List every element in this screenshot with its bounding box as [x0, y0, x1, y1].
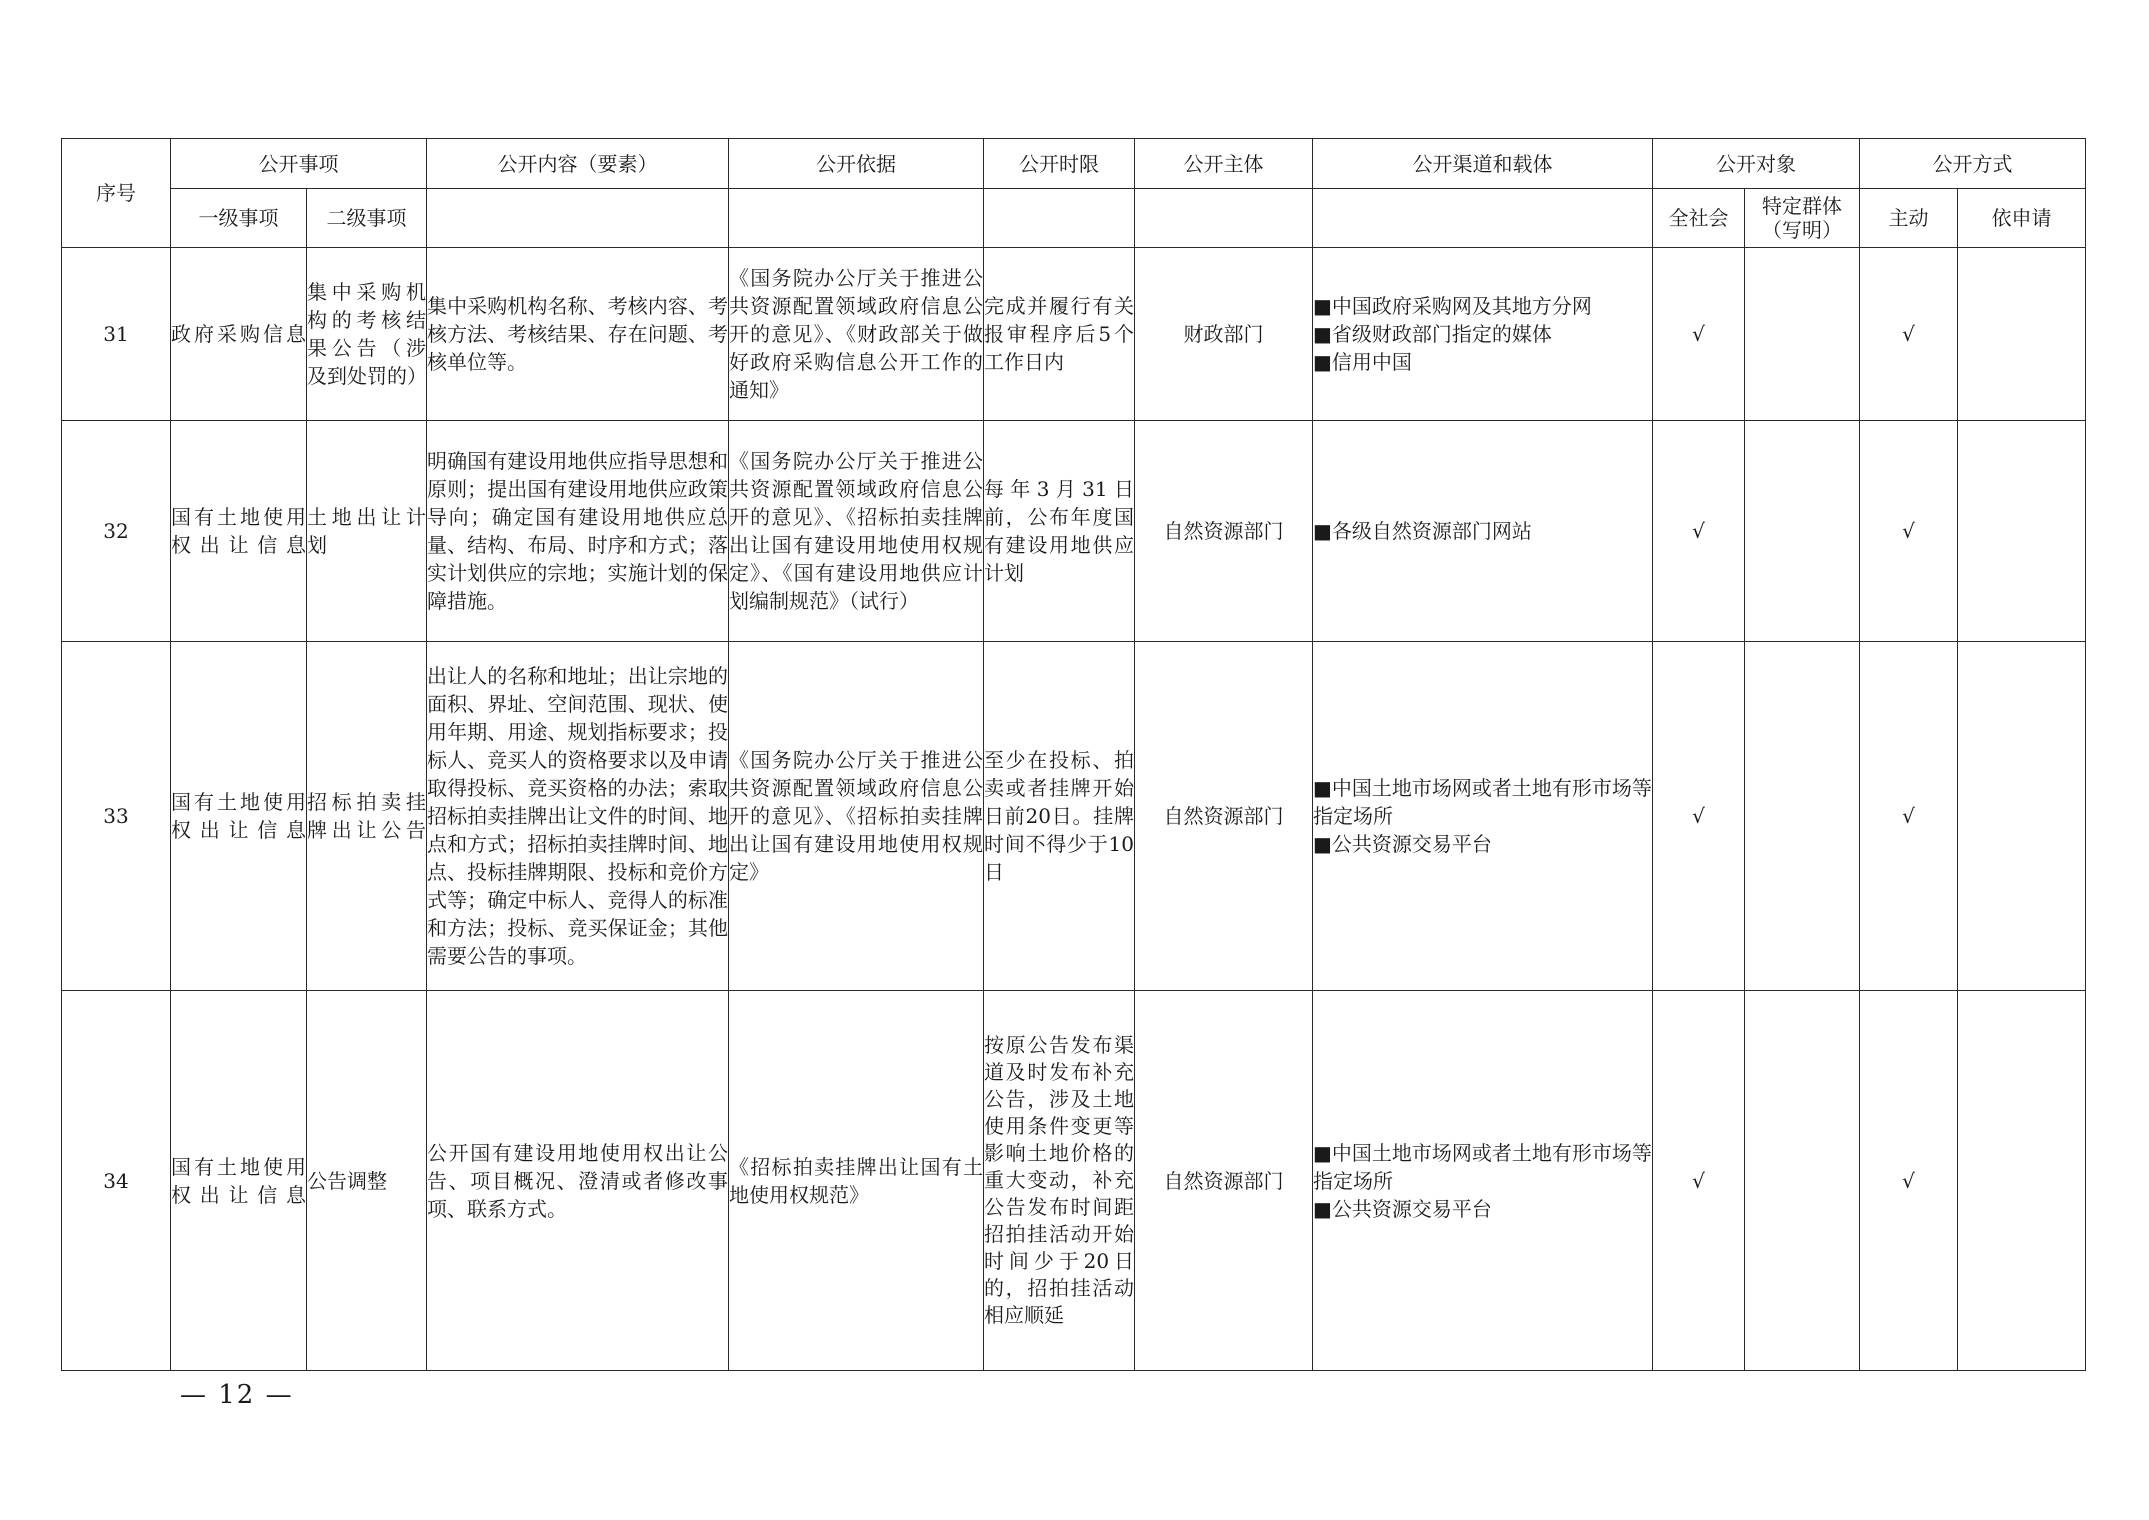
row-basis: 《国务院办公厅关于推进公共资源配置领域政府信息公开的意见》、《财政部关于做好政府采购信息公开工作的通知》 — [729, 248, 984, 421]
row-content: 明确国有建设用地供应指导思想和原则；提出国有建设用地供应政策导向；确定国有建设用地供应总量、结构、布局、时序和方式；落实计划供应的宗地；实施计划的保障措施。 — [427, 421, 729, 642]
header-deadline: 公开时限 — [984, 139, 1135, 189]
row-method-request — [1958, 991, 2086, 1371]
row-method-request — [1958, 642, 2086, 991]
row-basis: 《国务院办公厅关于推进公共资源配置领域政府信息公开的意见》、《招标拍卖挂牌出让国有建设用地使用权规定》、《国有建设用地供应计划编制规范》（试行） — [729, 421, 984, 642]
row-target-all: √ — [1653, 642, 1745, 991]
table-row — [62, 421, 2086, 642]
row-index: 33 — [62, 642, 171, 991]
channel-item: ■各级自然资源部门网站 — [1313, 519, 1532, 543]
row-content: 出让人的名称和地址；出让宗地的面积、界址、空间范围、现状、使用年期、用途、规划指标要求；投标人、竞买人的资格要求以及申请取得投标、竞买资格的办法；索取招标拍卖挂牌出让文件的时间、地点和方式；招标拍卖挂牌时间、地点、投标挂牌期限、投标和竞价方式等；确定中标人、竞得人的标准和方法；投标、竞买保证金；其他需要公告的事项。 — [427, 642, 729, 991]
channel-item: ■信用中国 — [1313, 350, 1412, 374]
row-subject: 财政部门 — [1135, 248, 1313, 421]
table-row — [62, 642, 2086, 991]
header-content: 公开内容（要素） — [427, 139, 729, 189]
channel-item: ■省级财政部门指定的媒体 — [1313, 322, 1552, 346]
row-method-request — [1958, 248, 2086, 421]
header-row-2 — [62, 189, 2086, 248]
header-row-1 — [62, 139, 2086, 189]
row-level1: 国有土地使用权出让信息 — [171, 421, 307, 642]
header-subject-blank — [1135, 189, 1313, 248]
disclosure-table — [61, 138, 2086, 1371]
row-deadline: 每年3月31日前，公布年度国有建设用地供应计划 — [984, 421, 1135, 642]
row-subject: 自然资源部门 — [1135, 421, 1313, 642]
row-target-specific — [1745, 991, 1860, 1371]
header-index: 序号 — [62, 139, 171, 248]
row-basis: 《国务院办公厅关于推进公共资源配置领域政府信息公开的意见》、《招标拍卖挂牌出让国有建设用地使用权规定》 — [729, 642, 984, 991]
row-channels — [1313, 421, 1653, 642]
row-deadline: 完成并履行有关报审程序后5个工作日内 — [984, 248, 1135, 421]
row-channels — [1313, 991, 1653, 1371]
row-content: 公开国有建设用地使用权出让公告、项目概况、澄清或者修改事项、联系方式。 — [427, 991, 729, 1371]
header-target: 公开对象 — [1653, 139, 1860, 189]
row-level2: 土地出让计划 — [307, 421, 427, 642]
row-subject: 自然资源部门 — [1135, 991, 1313, 1371]
row-level2: 公告调整 — [307, 991, 427, 1371]
channel-item: ■公共资源交易平台 — [1313, 832, 1492, 856]
row-method-active: √ — [1860, 642, 1958, 991]
row-subject: 自然资源部门 — [1135, 642, 1313, 991]
row-basis: 《招标拍卖挂牌出让国有土地使用权规范》 — [729, 991, 984, 1371]
header-channel: 公开渠道和载体 — [1313, 139, 1653, 189]
header-target-specific: 特定群体（写明） — [1745, 189, 1860, 248]
page-number: — 12 — — [180, 1380, 294, 1410]
channel-item: ■中国土地市场网或者土地有形市场等指定场所 — [1313, 776, 1652, 828]
row-index: 31 — [62, 248, 171, 421]
channel-item: ■中国土地市场网或者土地有形市场等指定场所 — [1313, 1140, 1652, 1193]
channel-item: ■中国政府采购网及其地方分网 — [1313, 294, 1592, 318]
header-basis-blank — [729, 189, 984, 248]
row-target-specific — [1745, 642, 1860, 991]
header-content-blank — [427, 189, 729, 248]
row-deadline: 按原公告发布渠道及时发布补充公告，涉及土地使用条件变更等影响土地价格的重大变动，补充公告发布时间距招拍挂活动开始时间少于20日的，招拍挂活动相应顺延 — [984, 991, 1135, 1371]
header-target-all: 全社会 — [1653, 189, 1745, 248]
table-row — [62, 991, 2086, 1371]
header-basis: 公开依据 — [729, 139, 984, 189]
row-level2: 招标拍卖挂牌出让公告 — [307, 642, 427, 991]
header-item-level2: 二级事项 — [307, 189, 427, 248]
row-method-request — [1958, 421, 2086, 642]
row-method-active: √ — [1860, 991, 1958, 1371]
row-content: 集中采购机构名称、考核内容、考核方法、考核结果、存在问题、考核单位等。 — [427, 248, 729, 421]
row-target-all: √ — [1653, 421, 1745, 642]
row-level1: 政府采购信息 — [171, 248, 307, 421]
row-target-all: √ — [1653, 991, 1745, 1371]
row-level1: 国有土地使用权出让信息 — [171, 991, 307, 1371]
table-row — [62, 248, 2086, 421]
channel-item: ■公共资源交易平台 — [1313, 1196, 1492, 1221]
row-target-all: √ — [1653, 248, 1745, 421]
row-method-active: √ — [1860, 248, 1958, 421]
row-target-specific — [1745, 248, 1860, 421]
header-method: 公开方式 — [1860, 139, 2086, 189]
header-channel-blank — [1313, 189, 1653, 248]
row-channels — [1313, 248, 1653, 421]
row-level2: 集中采购机构的考核结果公告（涉及到处罚的） — [307, 248, 427, 421]
row-deadline: 至少在投标、拍卖或者挂牌开始日前20日。挂牌时间不得少于10日 — [984, 642, 1135, 991]
row-level1: 国有土地使用权出让信息 — [171, 642, 307, 991]
row-index: 32 — [62, 421, 171, 642]
header-deadline-blank — [984, 189, 1135, 248]
header-item-level1: 一级事项 — [171, 189, 307, 248]
header-method-request: 依申请 — [1958, 189, 2086, 248]
row-target-specific — [1745, 421, 1860, 642]
row-method-active: √ — [1860, 421, 1958, 642]
header-item: 公开事项 — [171, 139, 427, 189]
header-method-active: 主动 — [1860, 189, 1958, 248]
row-channels — [1313, 642, 1653, 991]
header-subject: 公开主体 — [1135, 139, 1313, 189]
row-index: 34 — [62, 991, 171, 1371]
